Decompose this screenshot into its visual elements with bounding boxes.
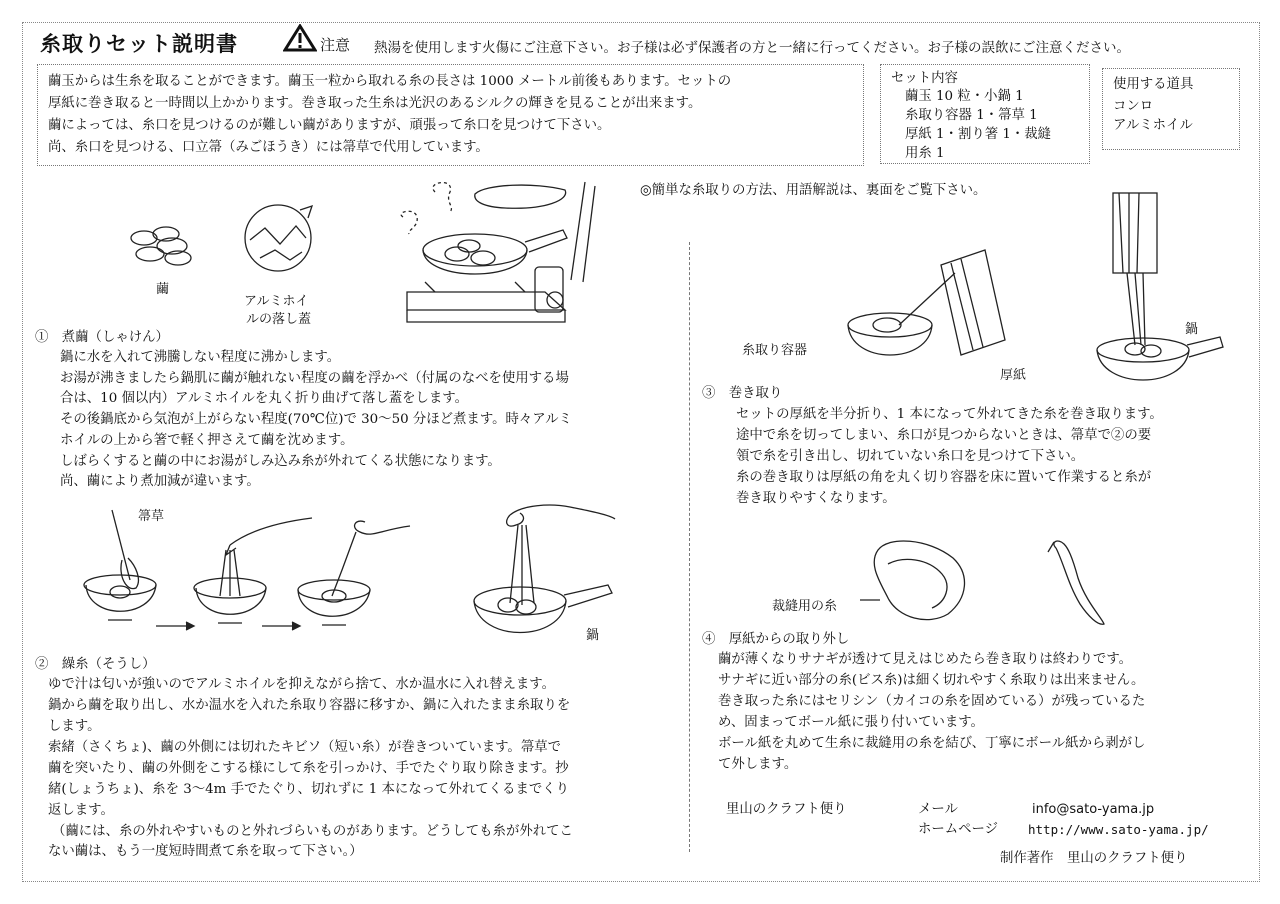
step1-line: 鍋に水を入れて沸騰しない程度に沸かします。: [60, 350, 341, 365]
step4-line: め、固まってボール紙に張り付いています。: [718, 715, 984, 730]
footer-mail-label: メール: [918, 802, 958, 817]
step2-line: （繭には、糸の外れやすいものと外れづらいものがあります。どうしても糸が外れてこ: [52, 824, 573, 839]
container-label: 糸取り容器: [742, 343, 808, 358]
foil-lid-illustration: [240, 198, 320, 278]
step2-line: 索緒（さくちょ)、繭の外側には切れたキビソ（短い糸）が巻きついています。箒草で: [48, 740, 561, 755]
pot-left-label: 鍋: [586, 628, 600, 643]
document-title: 糸取りセット説明書: [40, 32, 238, 56]
step3-line: 糸の巻き取りは厚紙の角を丸く切り容器を床に置いて作業すると糸が: [736, 470, 1152, 485]
set-contents-box: [880, 64, 1090, 164]
warning-label: 注意: [320, 36, 351, 54]
step1-line: ホイルの上から箸で軽く押さえて繭を沈めます。: [60, 433, 354, 448]
step1-line: お湯が沸きましたら鍋肌に繭が触れない程度の繭を浮かべ（付属のなべを使用する場: [60, 371, 569, 386]
step1-line: その後鍋底から気泡が上がらない程度(70℃位)で 30〜50 分ほど煮ます。時々アルミ: [60, 412, 572, 427]
step2-line: 緒(しょうちょ)、糸を 3〜4m 手でたぐり、切れずに 1 本になって外れてくるまでくり: [48, 782, 570, 797]
step3-heading: ③ 巻き取り: [702, 386, 783, 401]
footer-url-link[interactable]: http://www.sato-yama.jp/: [1028, 822, 1209, 837]
footer-credit: 制作著作 里山のクラフト便り: [1000, 851, 1188, 866]
winding-illustration: [845, 185, 1235, 395]
intro-box: [37, 64, 864, 166]
step1-line: しばらくすると繭の中にお湯がしみ込み糸が外れてくる状態になります。: [60, 454, 501, 469]
intro-line: 尚、糸口を見つける、口立箒（みごほうき）には箒草で代用しています。: [48, 140, 489, 155]
step3-line: セットの厚紙を半分折り、1 本になって外れてきた糸を巻き取ります。: [736, 407, 1163, 422]
step4-line: 繭が薄くなりサナギが透けて見えはじめたら巻き取りは終わりです。: [718, 652, 1133, 667]
intro-line: 繭玉からは生糸を取ることができます。繭玉一粒から取れる糸の長さは 1000 メートル前後もあります。セットの: [48, 74, 732, 89]
set-contents-item: 繭玉 10 粒・小鍋 1: [905, 89, 1024, 104]
pot-hand-illustration: [470, 495, 620, 645]
step2-line: 鍋から繭を取り出し、水か温水を入れた糸取り容器に移すか、鍋に入れたまま糸取りを: [48, 698, 571, 713]
intro-line: 繭によっては、糸口を見つけるのが難しい繭がありますが、頑張って糸口を見つけて下さい。: [48, 118, 611, 133]
set-contents-item: 糸取り容器 1・箒草 1: [905, 108, 1038, 123]
step4-line: サナギに近い部分の糸(ビス糸)は細く切れやすく糸取りは出来ません。: [718, 673, 1145, 688]
step2-line: ゆで汁は匂いが強いのでアルミホイルを抑えながら捨て、水か温水に入れ替えます。: [48, 677, 555, 692]
footer-brand: 里山のクラフト便り: [726, 802, 847, 817]
pot-right-label: 鍋: [1185, 322, 1199, 337]
set-contents-item: 用糸 1: [905, 146, 945, 161]
step3-line: 領で糸を引き出し、切れていない糸口を見つけて下さい。: [736, 449, 1085, 464]
step3-line: 途中で糸を切ってしまい、糸口が見つからないときは、箒草で②の要: [736, 428, 1152, 443]
tools-item: コンロ: [1113, 99, 1154, 114]
cocoon-label: 繭: [156, 282, 170, 297]
tools-box: [1102, 68, 1240, 150]
step1-line: 合は、10 個以内）アルミホイルを丸く折り曲げて落し蓋をします。: [60, 391, 469, 406]
set-contents-heading: セット内容: [891, 71, 958, 86]
warning-text: 熱湯を使用します火傷にご注意下さい。お子様は必ず保護者の方と一緒に行ってください。お子様の誤飲にご注意ください。: [374, 40, 1130, 56]
step4-heading: ④ 厚紙からの取り外し: [702, 632, 850, 647]
step2-line: 繭を突いたり、繭の外側をこする様にして糸を引っかけ、手でたぐり取り除きます。抄: [48, 761, 569, 776]
flow-arrows: [152, 619, 352, 633]
stove-pot-illustration: [395, 172, 630, 332]
cardboard-label: 厚紙: [1000, 368, 1027, 383]
warning-icon: [283, 24, 317, 52]
step1-heading: ① 煮繭（しゃけん）: [35, 330, 169, 345]
step4-line: ボール紙を丸めて生糸に裁縫用の糸を結び、丁寧にボール紙から剥がし: [718, 736, 1146, 751]
cocoons-illustration: [128, 224, 198, 269]
intro-line: 厚紙に巻き取ると一時間以上かかります。巻き取った生糸は光沢のあるシルクの輝きを見ることが出来ます。: [48, 96, 702, 111]
step2-heading: ② 繰糸（そうし）: [35, 657, 156, 672]
broom-label: 箒草: [138, 509, 165, 524]
tools-item: アルミホイル: [1113, 118, 1193, 133]
sewing-thread-label: 裁縫用の糸: [772, 599, 838, 614]
column-divider: [689, 242, 690, 852]
step1-line: 尚、繭により煮加減が違います。: [60, 474, 260, 489]
footer-home-label: ホームページ: [918, 822, 999, 837]
step3-line: 巻き取りやすくなります。: [736, 491, 896, 506]
step4-line: 巻き取った糸にはセリシン（カイコの糸を固めている）が残っているた: [718, 694, 1146, 709]
step2-line: 返します。: [48, 803, 114, 818]
removal-illustration: [858, 528, 1138, 638]
step2-line: ない繭は、もう一度短時間煮て糸を取って下さい。）: [48, 844, 363, 859]
foil-lid-label: アルミホイ: [244, 294, 309, 309]
footer-mail-link[interactable]: info@sato-yama.jp: [1032, 802, 1155, 817]
step4-line: て外します。: [718, 757, 798, 772]
set-contents-item: 厚紙 1・割り箸 1・裁縫: [905, 127, 1052, 142]
foil-lid-label: ルの落し蓋: [246, 312, 312, 327]
step2-line: します。: [48, 719, 101, 734]
back-note: ◎簡単な糸取りの方法、用語解説は、裏面をご覧下さい。: [640, 183, 987, 198]
tools-heading: 使用する道具: [1113, 77, 1194, 92]
